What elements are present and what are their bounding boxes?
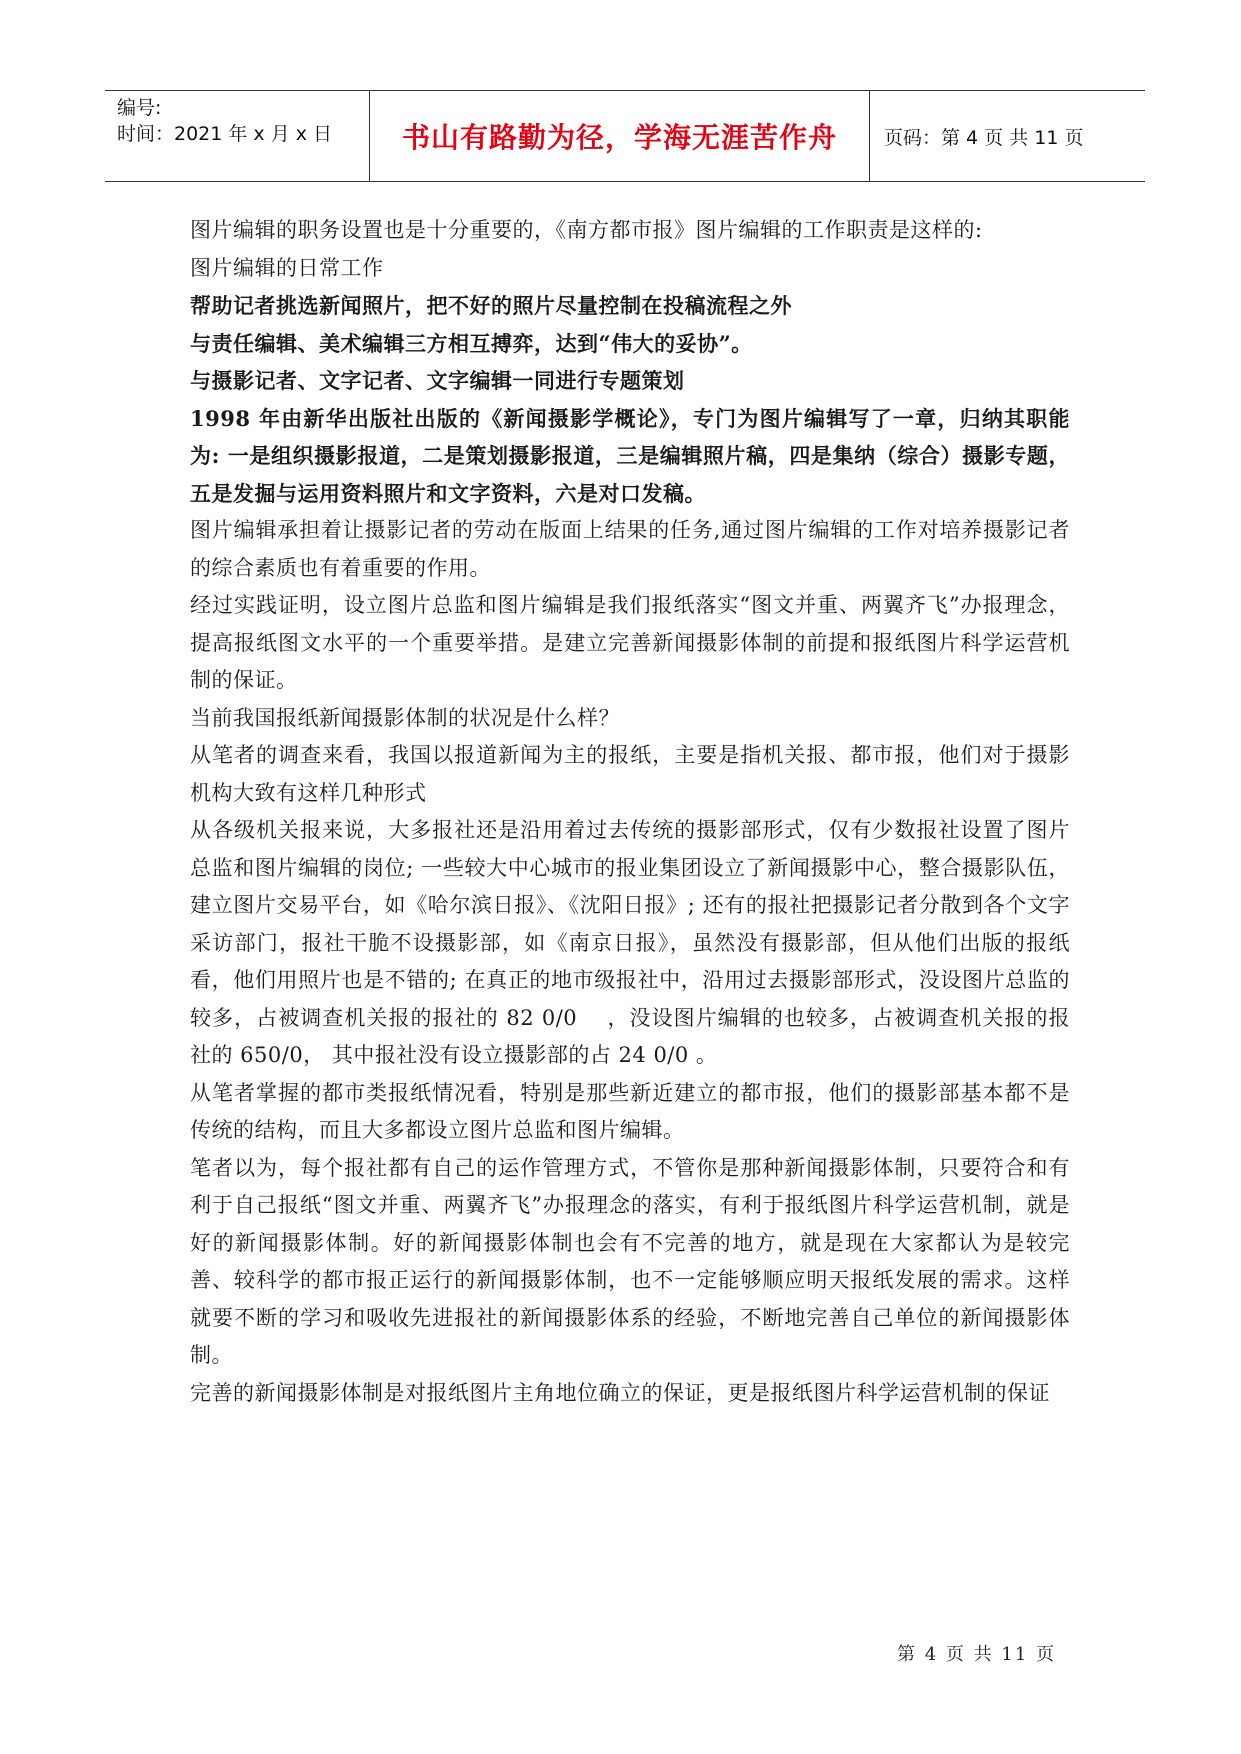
- paragraph: 图片编辑承担着让摄影记者的劳动在版面上结果的任务,通过图片编辑的工作对培养摄影记者的综合素质也有着重要的作用。: [190, 518, 1070, 580]
- paragraph-bold: 1998 年由新华出版社出版的《新闻摄影学概论》，专门为图片编辑写了一章，归纳其职能为: 一是组织摄影报道，二是策划摄影报道，三是编辑照片稿，四是集纳（综合）摄影专题，五是发掘与运用资料照片和文字资料，六是对口发稿。: [190, 405, 1070, 506]
- paragraph: 当前我国报纸新闻摄影体制的状况是什么样？: [190, 705, 620, 730]
- paragraph: 从笔者的调查来看，我国以报道新闻为主的报纸，主要是指机关报、都市报，他们对于摄影机构大致有这样几种形式: [190, 743, 1070, 805]
- header-meta: [105, 91, 370, 181]
- document-body: [190, 212, 1070, 1412]
- document-date-label: 时间：2021 年 x 月 x 日: [117, 123, 333, 145]
- paragraph-bold: 与摄影记者、文字记者、文字编辑一同进行专题策划: [190, 368, 685, 393]
- header-motto: 书山有路勤为径，学海无涯苦作舟: [370, 91, 870, 181]
- page-header: [105, 90, 1145, 182]
- paragraph: 笔者以为，每个报社都有自己的运作管理方式，不管你是那种新闻摄影体制，只要符合和有利于自己报纸“图文并重、两翼齐飞”办报理念的落实，有利于报纸图片科学运营机制，就是好的新闻摄影体制。好的新闻摄影体制也会有不完善的地方，就是现在大家都认为是较完善、较科学的都市报正运行的新闻摄影体制，也不一定能够顺应明天报纸发展的需求。这样就要不断的学习和吸收先进报社的新闻摄影体系的经验，不断地完善自己单位的新闻摄影体制。: [190, 1155, 1070, 1367]
- document-number-label: 编号:: [117, 97, 162, 119]
- paragraph: 图片编辑的日常工作: [190, 255, 384, 280]
- paragraph-bold: 与责任编辑、美术编辑三方相互搏弈，达到“伟大的妥协”。: [190, 330, 753, 356]
- paragraph: 从各级机关报来说，大多报社还是沿用着过去传统的摄影部形式，仅有少数报社设置了图片总监和图片编辑的岗位; 一些较大中心城市的报业集团设立了新闻摄影中心，整合摄影队伍，建立图片交易平台，如《哈尔滨日报》、《沈阳日报》; 还有的报社把摄影记者分散到各个文字采访部门，报社干脆不设摄影部，如《南京日报》，虽然没有摄影部，但从他们出版的报纸看，他们用照片也是不错的; 在真正的地市级报社中，沿用过去摄影部形式，没设图片总监的较多，占被调查机关报的报社的 82 0/0 ，没设图片编辑的也较多，占被调查机关报的报社的 650/0， 其中报社没有设立摄影部的占 24 0/0 。: [190, 818, 1070, 1067]
- paragraph: 完善的新闻摄影体制是对报纸图片主角地位确立的保证，更是报纸图片科学运营机制的保证: [190, 1380, 1050, 1405]
- paragraph: 从笔者掌握的都市类报纸情况看，特别是那些新近建立的都市报，他们的摄影部基本都不是传统的结构，而且大多都设立图片总监和图片编辑。: [190, 1080, 1070, 1142]
- paragraph: 图片编辑的职务设置也是十分重要的，《南方都市报》图片编辑的工作职责是这样的:: [190, 218, 983, 242]
- page-footer: 第 4 页 共 11 页: [897, 1644, 1056, 1665]
- paragraph: 经过实践证明，设立图片总监和图片编辑是我们报纸落实“图文并重、两翼齐飞”办报理念，提高报纸图文水平的一个重要举措。是建立完善新闻摄影体制的前提和报纸图片科学运营机制的保证。: [190, 593, 1070, 692]
- paragraph-bold: 帮助记者挑选新闻照片，把不好的照片尽量控制在投稿流程之外: [190, 293, 792, 318]
- header-page-number: 页码：第 4 页 共 11 页: [884, 126, 1084, 149]
